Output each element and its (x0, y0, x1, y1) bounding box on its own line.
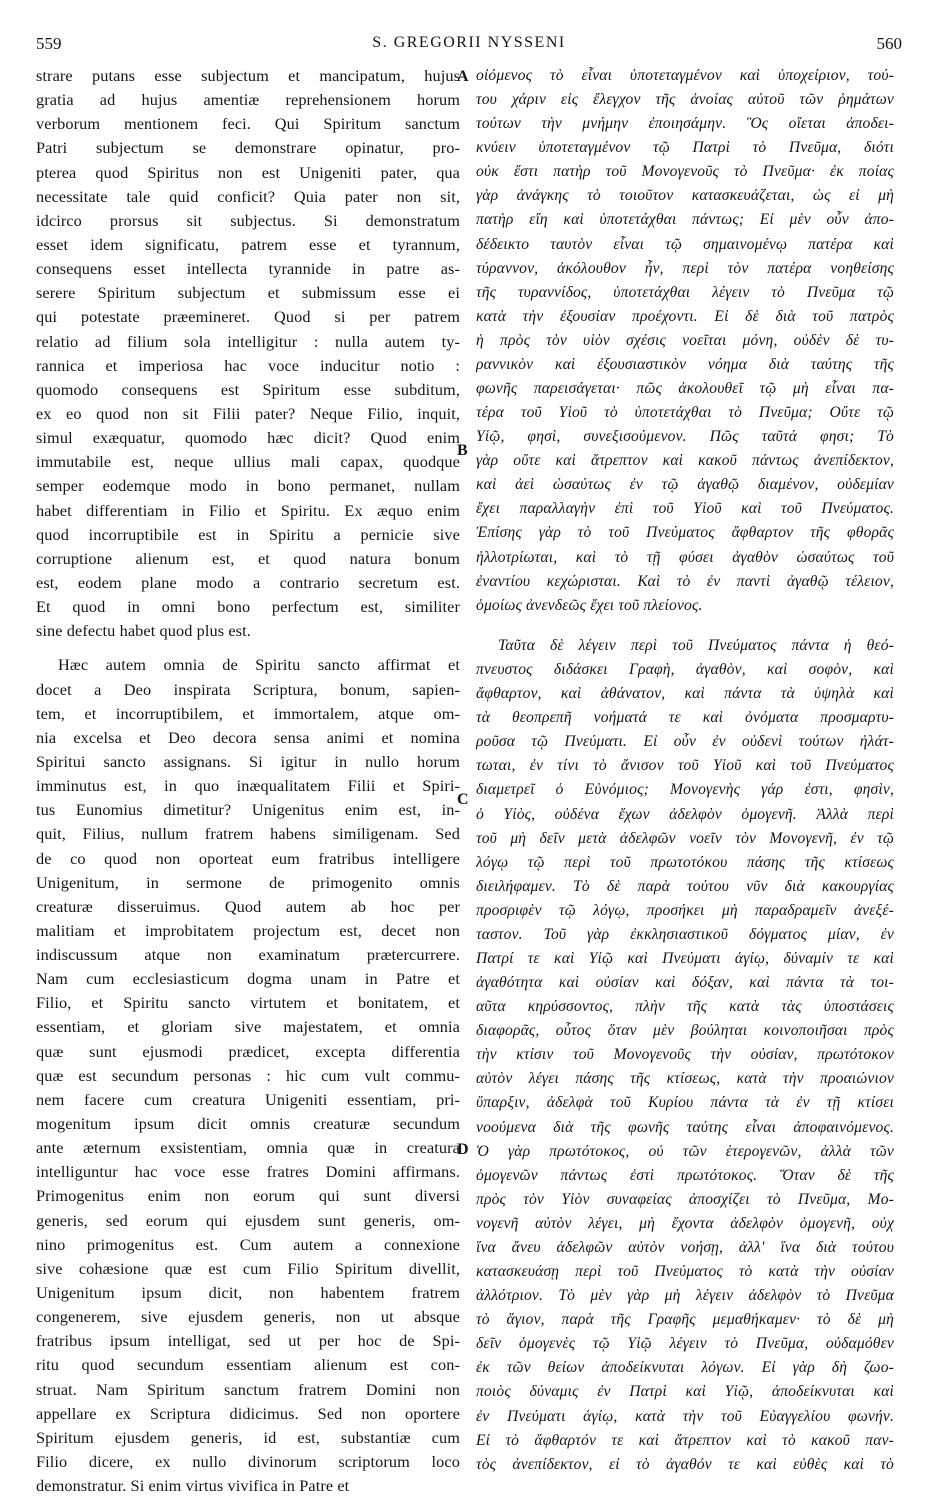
text-line: ante æternum exsistentiam, omnia quæ in creatura (36, 1138, 460, 1158)
greek-column-bottom (476, 634, 894, 1477)
text-line: Nam cum ecclesiasticum dogma unam in Patre et (36, 969, 460, 989)
text-line: fratribus ipsum intelligat, sed ut per hoc de Spi- (36, 1331, 460, 1351)
text-line: αῦτα κηρύσσοντος, πλὴν τῆς κατὰ τὰς ὑποστάσεις (476, 998, 894, 1016)
margin-letter-d: D (457, 1141, 469, 1158)
text-line: Primogenitus enim non eorum qui sunt diversi (36, 1186, 460, 1206)
text-line: Spiritum ejusdem generis, id est, substantiæ cum (36, 1427, 460, 1447)
text-line: nino primogenitus est. Cum autem a connexione (36, 1234, 460, 1254)
text-line: προσριφὲν τῷ λόγῳ, προσήκει μὴ παραδραμεῖν ἀνεξέ- (476, 901, 894, 919)
text-line: ροῦσα τῷ Πνεύματι. Εἰ οὖν ἐν οὐδενὶ τούτων ἠλάτ- (476, 733, 894, 751)
text-line: appellare ex Scriptura didicimus. Sed non oportere (36, 1403, 460, 1423)
left-page-number: 559 (36, 34, 62, 53)
text-line: Πατρί τε καὶ Υἱῷ καὶ Πνεύματι ἁγίῳ, δύναμίν τε καὶ (476, 950, 894, 968)
text-line: ἵνα ἄνευ ἀδελφῶν αὐτὸν νοήσῃ, ἀλλ' ἵνα διὰ τούτου (476, 1238, 894, 1256)
right-page-number: 560 (876, 34, 902, 53)
text-line: quit, Filius, nullum fratrem habens similigenam. Sed (36, 824, 460, 844)
text-line: νογενῆ αὐτὸν λέγει, μὴ ἔχοντα ἀδελφὸν ὁμογενῆ, οὐχ (476, 1214, 894, 1232)
text-line: est, eodem plane modo a contrario secretum est. (36, 572, 460, 592)
text-line: consequens esset intellecta tyrannide in patre as- (36, 259, 460, 279)
text-line: necessitate tale quid conficit? Quia pater non sit, (36, 186, 460, 206)
text-line: Unigenitum ipsum dicit, non habentem fratrem (36, 1283, 460, 1303)
text-line: ἀγαθότητα καὶ οὐσίαν καὶ δόξαν, καὶ πάντα τὰ τοι- (476, 974, 894, 992)
text-line: Filio, et Spiritu sancto virtutem et bonitatem, et (36, 993, 460, 1013)
text-line: νοούμενα διὰ τῆς φωνῆς ταύτης εἶναι ἀποφαινόμενος. (476, 1118, 894, 1136)
text-line: αὐτὸν λέγει πάσης τῆς κτίσεως, κατὰ τὴν προαιώνιον (476, 1070, 894, 1088)
text-line: congenerem, sive ejusdem generis, non ut absque (36, 1307, 460, 1327)
text-line: κατὰ τὴν ἐξουσίαν προέχοντι. Εἰ δὲ διὰ τοῦ πατρὸς (476, 307, 894, 325)
text-line: verborum mentionem feci. Qui Spiritum sanctum (36, 114, 460, 134)
text-line: γὰρ οὔτε καὶ ἄτρεπτον καὶ κακοῦ πάντως ἀνεπίδεκτον, (476, 452, 894, 470)
margin-letter-c: C (457, 791, 469, 808)
text-line: nem facere cum creatura Unigeniti essentiam, pri- (36, 1089, 460, 1109)
text-line: ἄφθαρτον, καὶ ἀθάνατον, καὶ πάντα τὰ ὑψηλὰ καὶ (476, 685, 894, 703)
text-line: πνευστος διδάσκει Γραφὴ, ἀγαθὸν, καὶ σοφὸν, καὶ (476, 661, 894, 679)
text-line: ταστον. Τοῦ γὰρ ἐκκλησιαστικοῦ δόγματος μίαν, ἐν (476, 925, 894, 943)
text-line: quæ est secundum personas : hic cum vult commu- (36, 1065, 460, 1085)
text-line: relatio ad filium sola intelligitur : nulla autem ty- (36, 331, 460, 351)
text-line: quæ sunt ejusmodi prædicet, excepta differentia (36, 1041, 460, 1061)
text-line: ἐναντίου κεχώρισται. Καὶ τὸ ἐν παντὶ ἀγαθῷ τέλειον, (476, 572, 894, 590)
text-line: ἐν Πνεύματι ἁγίῳ, κατὰ τὴν τοῦ Εὐαγγελίου φωνήν. (476, 1407, 894, 1425)
text-line: mogenitum ipsum dicit omnis creaturæ secundum (36, 1114, 460, 1134)
text-line: τοῦ μὴ δεῖν μετὰ ἀδελφῶν νοεῖν τὸν Μονογενῆ, ἐν τῷ (476, 829, 894, 847)
text-line: tem, et incorruptibilem, et immortalem, atque om- (36, 703, 460, 723)
page-header (36, 34, 902, 60)
text-line: nia excelsa et Deo decora sensa animi et nomina (36, 727, 460, 747)
text-line: οὐκ ἔστι πατὴρ τοῦ Μονογενοῦς τὸ Πνεῦμα· ἐκ ποίας (476, 163, 894, 181)
text-line: rannica et imperiosa hac voce inducitur notio : (36, 355, 460, 375)
text-line: Spiritui sancto assignans. Si igitur in nullo horum (36, 751, 460, 771)
text-line: ἔχει παραλλαγὴν ἐπὶ τοῦ Υἱοῦ καὶ τοῦ Πνεύματος. (476, 500, 894, 518)
text-line: τὰ θεοπρεπῆ νοήματά τε καὶ ὀνόματα προσμαρτυ- (476, 709, 894, 727)
text-line: corruptione alienum est, et quod natura bonum (36, 548, 460, 568)
text-line: serere Spiritum subjectum et submissum esse ei (36, 283, 460, 303)
text-line: Ταῦτα δὲ λέγειν περὶ τοῦ Πνεύματος πάντα ἡ θεό- (498, 637, 894, 654)
text-line: διειλήφαμεν. Τὸ δὲ παρὰ τούτου νῦν διὰ κακουργίας (476, 877, 894, 895)
text-line: intelliguntur hac voce esse fratres Domini affirmans. (36, 1162, 460, 1182)
text-line: ὁ Υἱὸς, οὐδένα ἔχων ἀδελφὸν ὁμογενῆ. Ἀλλὰ περὶ (476, 805, 894, 823)
text-line: ὕπαρξιν, ἀδελφὰ τοῦ Κυρίου πάντα τὰ ἐν τῇ κτίσει (476, 1094, 894, 1112)
text-line: πατὴρ εἴη καὶ ὑποτετάχθαι πάντως; Εἰ μὲν οὖν ἀπο- (476, 211, 894, 229)
text-line: λόγῳ τῷ περὶ τοῦ πρωτοτόκου πάσης τῆς κτίσεως (476, 853, 894, 871)
text-line: ποιὸς δύναμις ἐν Πατρὶ καὶ Υἱῷ, ἀποδείκνυται καὶ (476, 1383, 894, 1401)
text-line: imminutus est, in quo inæqualitatem Filii et Spiri- (36, 776, 460, 796)
text-line: Filio dicere, ex nullo divinorum scriptorum loco (36, 1452, 460, 1472)
text-line: tus Eunomius dimetitur? Unigenitus enim est, in- (36, 800, 460, 820)
text-line: Et quod in omni bono perfectum est, similiter (36, 597, 460, 617)
text-line: ritu quod secundum essentiam alienum est con- (36, 1355, 460, 1375)
text-line: malitiam et improbitatem projectum est, decet non (36, 920, 460, 940)
text-line: quomodo consequens est Spiritum esse subditum, (36, 379, 460, 399)
text-line: ἠλλοτρίωται, καὶ τὸ τῇ φύσει ἀγαθὸν ὡσαύτως τοῦ (476, 548, 894, 566)
text-line: τύραννον, ἀκόλουθον ἦν, περὶ τὸν πατέρα νοηθείσης (476, 259, 894, 277)
text-line: δέδεικτο ταυτὸν εἶναι τῷ σημαινομένῳ πατέρα καὶ (476, 235, 894, 253)
text-line: indiscussum atque non examinatum prætercurrere. (36, 945, 460, 965)
text-line: δεῖν ὁμογενὲς τῷ Υἱῷ λέγειν τὸ Πνεῦμα, οὐδαμόθεν (476, 1335, 894, 1353)
text-line: sine defectu habet quod plus est. (36, 621, 251, 641)
text-line: τωται, ἐν τίνι τὸ ἄνισον τοῦ Υἱοῦ καὶ τοῦ Πνεύματος (476, 757, 894, 775)
text-line: idcirco prorsus sit subjectus. Si demonstratum (36, 210, 460, 230)
text-line: διαμετρεῖ ὁ Εὐνόμιος; Μονογενὴς γάρ ἐστι, φησὶν, (476, 781, 894, 799)
margin-letter-b: B (457, 442, 468, 459)
text-line: Patri subjectum se demonstrare opinatur, pro- (36, 138, 460, 158)
text-line: immutabile est, neque ullius mali capax, quodque (36, 452, 460, 472)
text-line: strare putans esse subjectum et mancipatum, hujus (36, 66, 460, 85)
text-line: esset idem significatu, patrem esse et tyrannum, (36, 234, 460, 254)
text-line: Υἱῷ, φησὶ, συνεξισούμενον. Πῶς ταῦτά φησι; Τὸ (476, 428, 894, 446)
text-line: κατασκευάσῃ περὶ τοῦ Πνεύματος τὸ κατὰ τὴν οὐσίαν (476, 1263, 894, 1281)
text-line: demonstratur. Si enim virtus vivifica in Patre et (36, 1476, 350, 1496)
text-line: κνύειν ὑποτεταγμένον τῷ Πατρὶ τὸ Πνεῦμα, διότι (476, 139, 894, 157)
text-line: sive cohæsione quæ est cum Filio Spiritum divellit, (36, 1258, 460, 1278)
text-line: semper eodemque modo in bono permanet, nullam (36, 476, 460, 496)
text-line: γὰρ ἀνάγκης τὸ τοιοῦτον κατασκευάζεται, ὡς εἰ μὴ (476, 187, 894, 205)
text-line: Hæc autem omnia de Spiritu sancto affirmat et (58, 655, 460, 675)
text-line: φωνῆς παρεισάγεται· πῶς ἀκολουθεῖ τῷ μὴ εἶναι πα- (476, 380, 894, 398)
text-line: ἡ πρὸς τὸν υἱὸν σχέσις νοεῖται μόνη, οὐδὲν δὲ τυ- (476, 331, 894, 349)
text-line: gratia ad hujus amentiæ reprehensionem horum (36, 90, 460, 110)
text-line: creaturæ disseruimus. Quod autem ab hoc per (36, 896, 460, 916)
text-line: docet a Deo inspirata Scriptura, bonum, sapien- (36, 679, 460, 699)
text-line: qui potestate præemineret. Quod si per patrem (36, 307, 460, 327)
text-line: quod incorruptibile est in Spiritu a pernicie sive (36, 524, 460, 544)
text-line: Unigenitum, in sermone de primogenito omnis (36, 872, 460, 892)
text-line: τὸς ἀνεπίδεκτον, εἰ τὸ ἀγαθόν τε καὶ εὐθὲς καὶ τὸ (476, 1455, 894, 1473)
text-line: Ἐπίσης γὰρ τὸ τοῦ Πνεύματος ἄφθαρτον τῆς φθορᾶς (476, 524, 894, 542)
text-line: ὁμογενῶν πάντως ἐστὶ πρωτότοκος. Ὅταν δὲ τῆς (476, 1166, 894, 1184)
text-line: generis, sed eorum qui ejusdem sunt generis, om- (36, 1210, 460, 1230)
paragraph-gap (36, 643, 460, 653)
text-line: του χάριν εἰς ἔλεγχον τῆς ἀνοίας αὐτοῦ τῶν ῥημάτων (476, 91, 894, 109)
text-line: struat. Nam Spiritum sanctum fratrem Domini non (36, 1379, 460, 1399)
text-line: simul exæquatur, quomodo hæc dicit? Quod enim (36, 428, 460, 448)
text-line: καὶ ἀεὶ ὡσαύτως ἐν τῷ ἀγαθῷ διαμένον, οὐδεμίαν (476, 476, 894, 494)
text-line: πρὸς τὸν Υἱὸν συναφείας ἀποσχίζει τὸ Πνεῦμα, Μο- (476, 1190, 894, 1208)
running-title: S. GREGORII NYSSENI (372, 34, 566, 51)
text-line: ὁμοίως ἀνενδεῶς ἔχει τοῦ πλείονος. (476, 596, 703, 614)
text-line: Εἰ τὸ ἄφθαρτόν τε καὶ ἄτρεπτον καὶ τὸ κακοῦ παν- (476, 1431, 894, 1449)
text-line: de co quod non oporteat eum fratribus intelligere (36, 848, 460, 868)
text-line: ex eo quod non sit Filii pater? Neque Filio, inquit, (36, 403, 460, 423)
text-line: τούτων τὴν μνήμην ἐποιησάμην. Ὃς οἴεται ἀποδει- (476, 115, 894, 133)
text-line: ραννικὸν καὶ ἐξουσιαστικὸν νόημα διὰ ταύτης τῆς (476, 355, 894, 373)
text-line: οἰόμενος τὸ εἶναι ὑποτεταγμένον καὶ ὑποχείριον, τού- (476, 67, 894, 84)
text-line: τέρα τοῦ Υἱοῦ τὸ ὑποτετάχθαι τὸ Πνεῦμα; Οὔτε τῷ (476, 404, 894, 422)
greek-column-top (476, 64, 894, 618)
text-line: pterea quod Spiritus non est Unigeniti pater, qua (36, 162, 460, 182)
text-line: τῆς τυραννίδος, ὑποτετάχθαι λέγειν τὸ Πνεῦμα τῷ (476, 283, 894, 301)
text-line: τὸ ἅγιον, παρὰ τῆς Γραφῆς μεμαθήκαμεν· τὸ δὲ μὴ (476, 1311, 894, 1329)
margin-letter-a: A (457, 68, 469, 85)
latin-column (36, 64, 460, 1498)
text-line: ἐκ τῶν θείων ἀποδείκνυται λόγων. Εἰ γὰρ δὴ ζωο- (476, 1359, 894, 1377)
text-line: essentiam, et gloriam sive majestatem, et omnia (36, 1017, 460, 1037)
text-line: τὴν κτίσιν τοῦ Μονογενοῦς τὴν οὐσίαν, πρωτότοκον (476, 1046, 894, 1064)
text-line: ἀλλότριον. Τὸ μὲν γὰρ μὴ λέγειν ἀδελφὸν τὸ Πνεῦμα (476, 1287, 894, 1305)
text-line: Ὁ γὰρ πρωτότοκος, οὐ τῶν ἑτερογενῶν, ἀλλὰ τῶν (476, 1142, 894, 1160)
text-line: habet differentiam in Filio et Spiritu. Ex æquo enim (36, 500, 460, 520)
text-line: διαφορᾶς, οὗτος ὅταν μὲν βούληται κοινοποιῆσαι πρὸς (476, 1022, 894, 1040)
